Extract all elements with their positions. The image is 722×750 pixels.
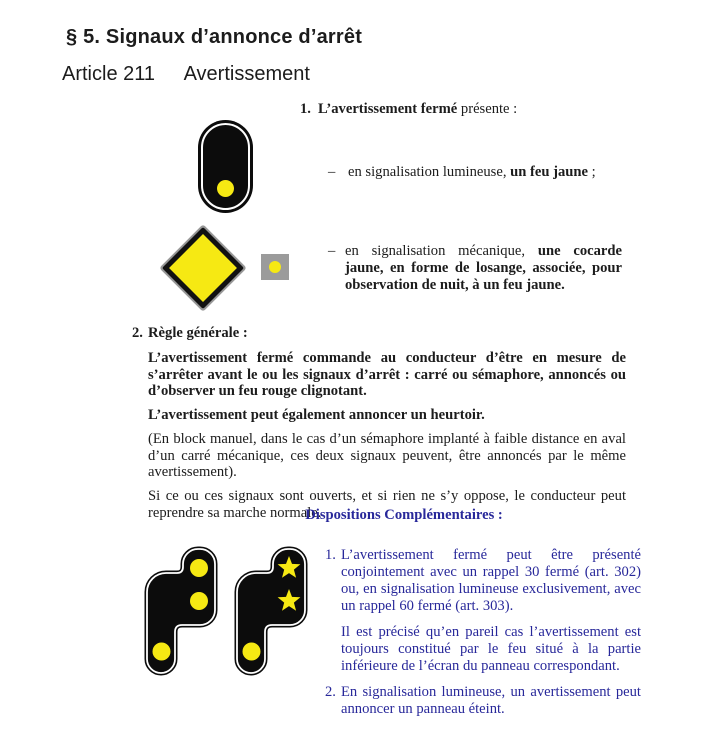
dispositions-item-1 xyxy=(325,547,641,675)
paragraph: (En block manuel, dans le cas d’un sémaphore implanté à faible distance en aval d’un carré mécanique, ces deux signaux peuvent, être annoncés par le même avertissement). xyxy=(148,431,626,480)
list-item-2-heading xyxy=(132,325,248,342)
list-item-number: 1. xyxy=(300,101,311,117)
lead-rest-text: présente : xyxy=(457,101,518,117)
paragraph-bold: L’avertissement fermé commande au conducteur d’être en mesure de s’arrêter avant le ou les signaux d’arrêt : carré ou sémaphore, annoncés ou d’observer un feu rouge clignotant. xyxy=(148,350,626,399)
list-item-number: 2. xyxy=(132,325,143,341)
paragraph: En signalisation lumineuse, un avertissement peut annoncer un panneau éteint. xyxy=(341,684,641,717)
yellow-light xyxy=(190,559,208,577)
bullet-text xyxy=(348,164,630,181)
paragraph-bold: L’avertissement peut également annoncer un heurtoir. xyxy=(148,407,485,423)
rappel-panel-lights-figure xyxy=(144,546,218,676)
list-item-text: Règle générale : xyxy=(148,325,248,341)
paragraph: Si ce ou ces signaux sont ouverts, et si rien ne s’y oppose, le conducteur peut reprendre sa marche normale. xyxy=(148,488,626,521)
bullet-bold-text: un feu jaune xyxy=(510,164,588,180)
bullet-normal-text: en signalisation lumineuse, xyxy=(348,164,511,180)
dispositions-title: Dispositions Complémentaires : xyxy=(305,507,503,523)
dash-bullet: – xyxy=(328,243,336,259)
paragraph: L’avertissement fermé peut être présenté conjointement avec un rappel 30 fermé (art. 302) ou, en signalisation lumineuse exclusivement, avec un rappel 60 fermé (art. 303). xyxy=(341,547,641,614)
article-title: Avertissement xyxy=(183,63,310,85)
rappel-panel-stars-figure xyxy=(234,546,308,676)
list-item-number: 1. xyxy=(325,547,336,563)
section-heading: § 5. Signaux d’annonce d’arrêt xyxy=(66,26,363,48)
article-number: Article 211 xyxy=(62,63,156,85)
dispositions-item-2 xyxy=(325,684,641,718)
night-light-figure xyxy=(261,254,289,280)
yellow-light xyxy=(217,180,234,197)
list-item-number: 2. xyxy=(325,684,336,700)
rule-paragraphs xyxy=(148,350,626,529)
bullet-normal-text: en signalisation mécanique, xyxy=(345,243,538,259)
yellow-light xyxy=(190,592,208,610)
yellow-light xyxy=(269,261,281,273)
dispositions-list xyxy=(325,547,641,727)
yellow-light xyxy=(243,643,261,661)
paragraph: Il est précisé qu’en pareil cas l’avertissement est toujours constitué par le feu situé à la partie inférieure de l’écran du panneau correspondant. xyxy=(341,624,641,674)
list-item-text xyxy=(341,684,641,718)
list-item-text xyxy=(341,547,641,675)
bullet-text xyxy=(345,243,622,294)
losange-yellow-face xyxy=(169,234,237,302)
lead-bold-text: L’avertissement fermé xyxy=(318,101,458,117)
cocarde-losange-figure xyxy=(159,224,247,312)
bullet-signalisation-mecanique xyxy=(328,243,622,294)
article-heading xyxy=(62,63,310,86)
dash-bullet: – xyxy=(328,164,336,180)
list-item-1-heading xyxy=(300,101,517,118)
yellow-light xyxy=(153,643,171,661)
list-item-text xyxy=(318,101,517,118)
bullet-signalisation-lumineuse xyxy=(328,164,630,181)
bullet-tail-text: ; xyxy=(588,164,596,180)
luminous-signal-figure xyxy=(198,120,253,213)
bullet-bold-text: une cocarde jaune, en forme de losange, associée, pour observation de nuit, à un feu jaune. xyxy=(345,243,622,293)
